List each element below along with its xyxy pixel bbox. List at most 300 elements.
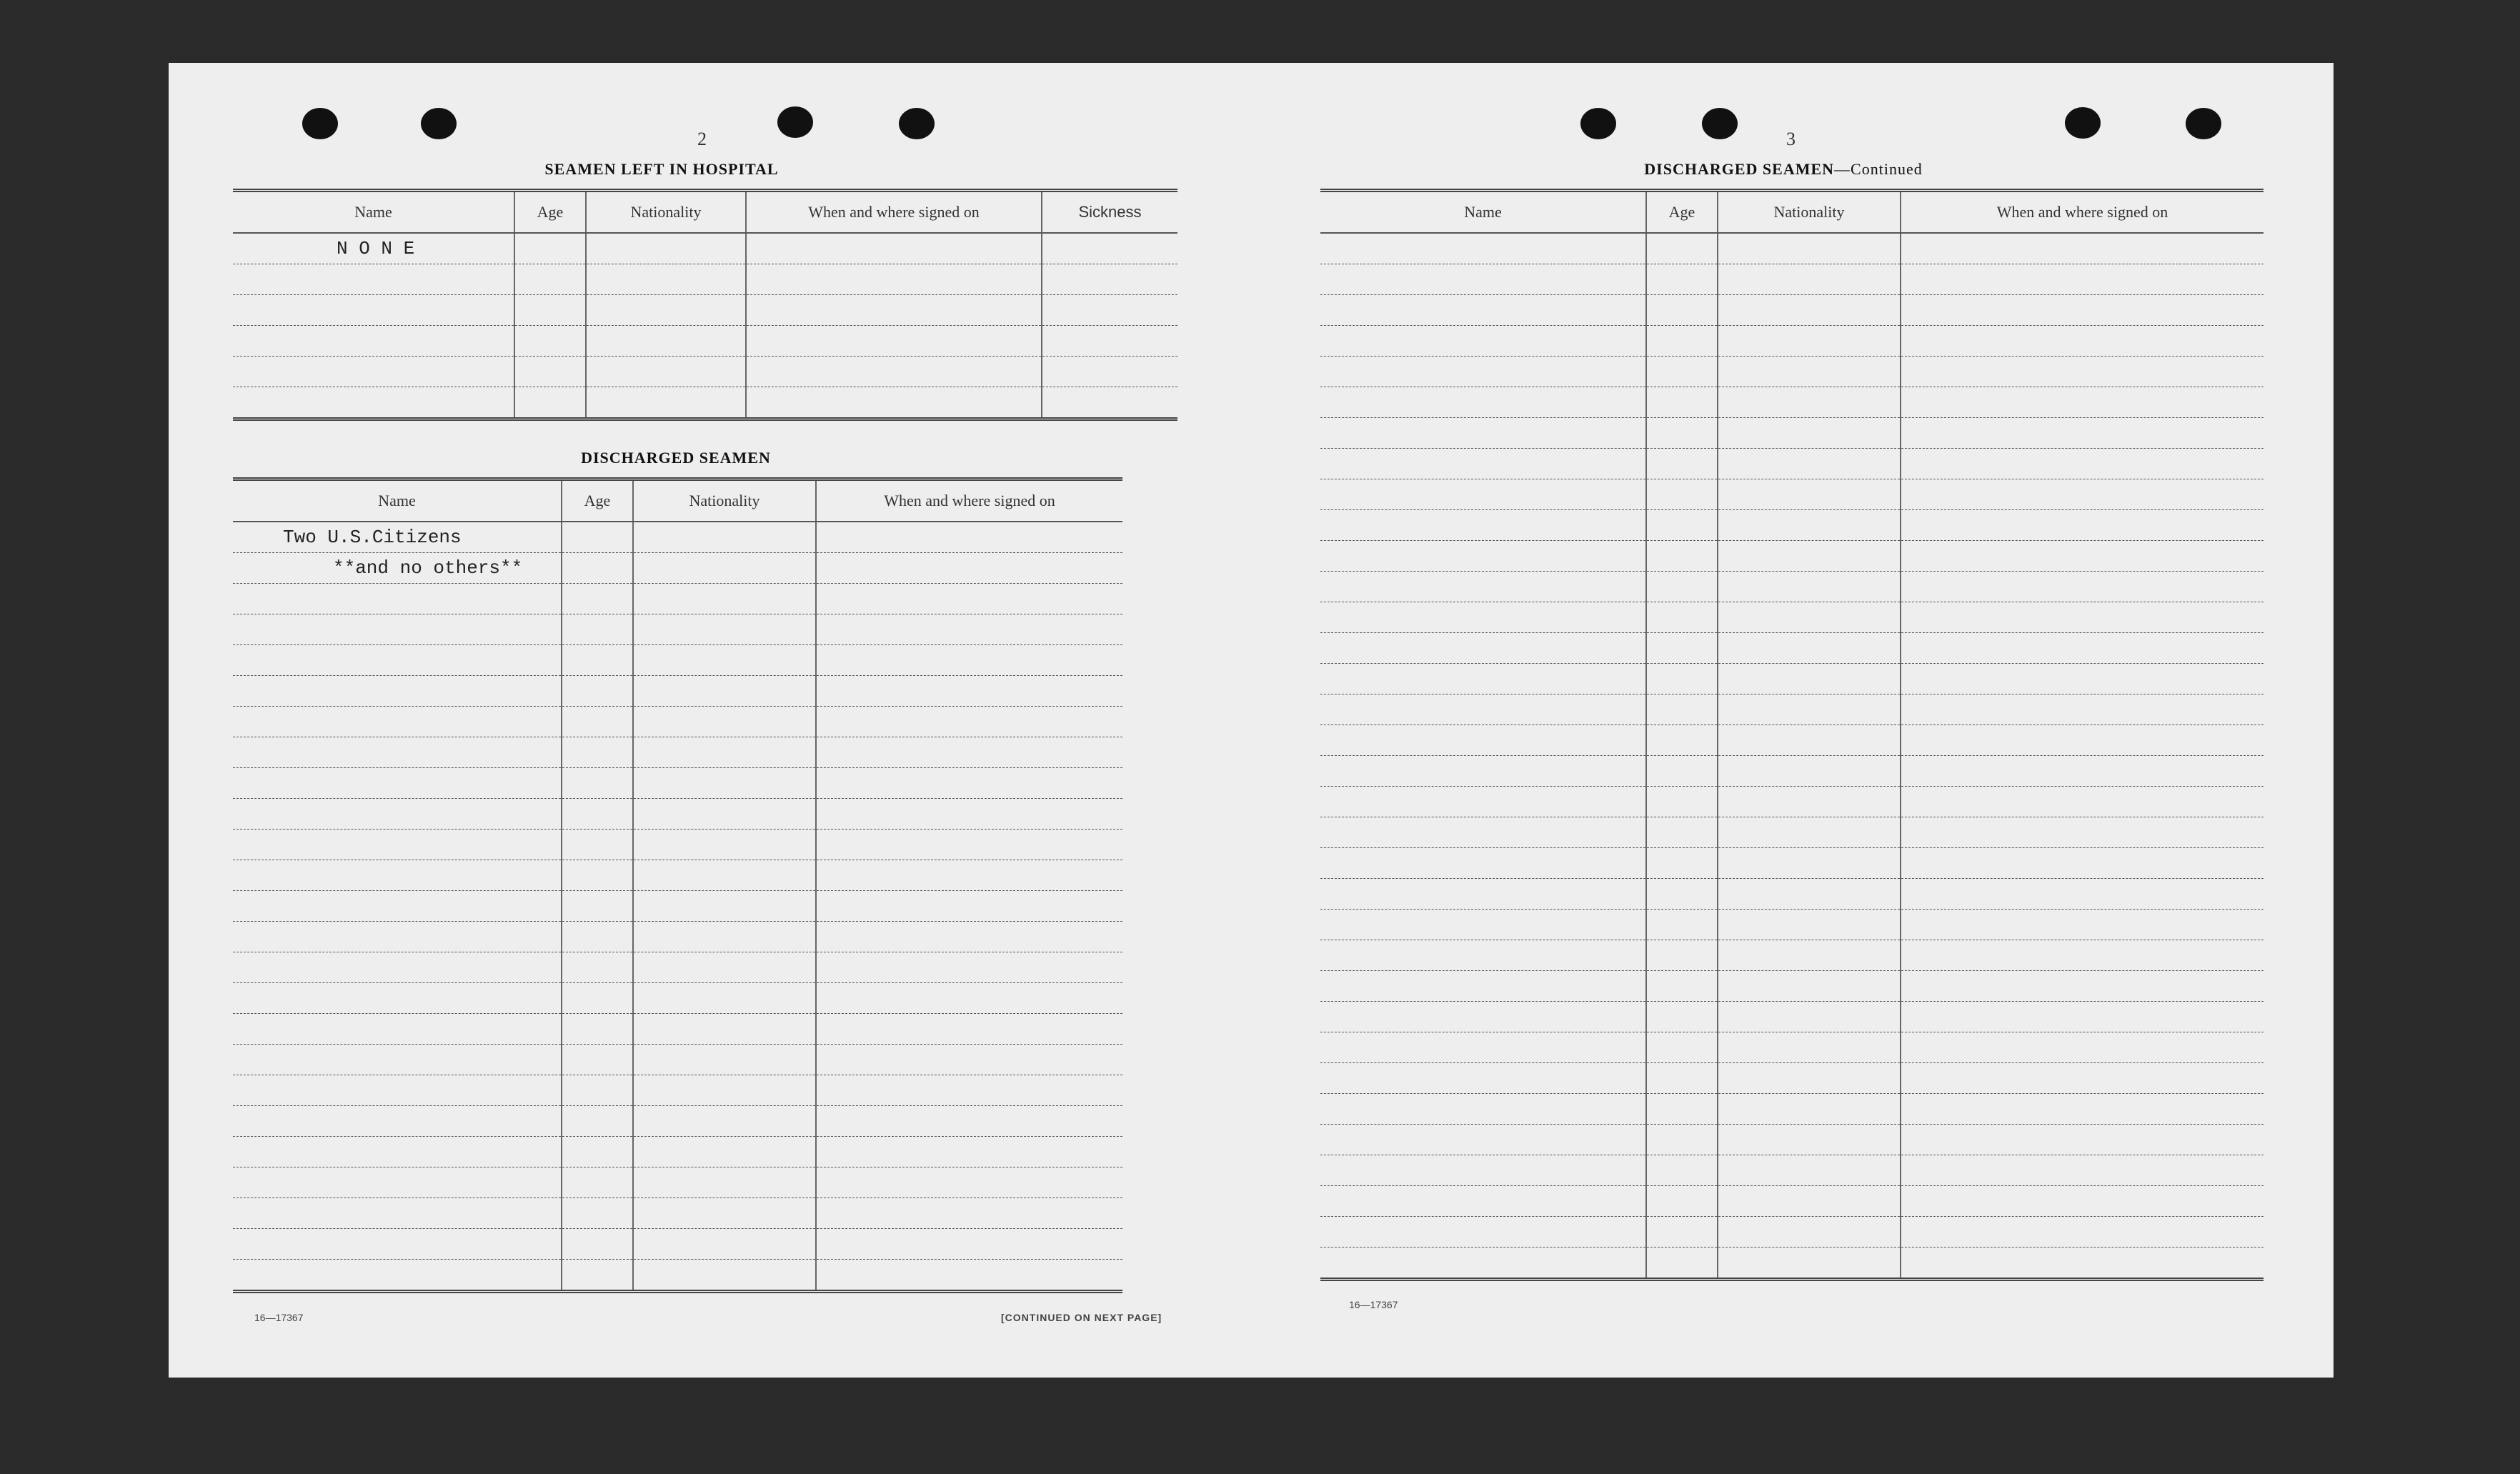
table-cell — [1320, 848, 1646, 879]
table-cell — [233, 1198, 562, 1229]
table-row — [233, 768, 1122, 799]
table-cell — [1320, 694, 1646, 725]
table-cell — [1646, 541, 1718, 572]
discharged-continued-title-main: DISCHARGED SEAMEN — [1644, 160, 1835, 178]
column-header-signed-on: When and where signed on — [1901, 191, 2263, 234]
table-cell — [562, 952, 633, 983]
table-cell — [562, 676, 633, 707]
table-cell — [746, 387, 1042, 419]
column-header-age: Age — [562, 479, 633, 522]
column-header-signed-on: When and where signed on — [816, 479, 1122, 522]
table-row — [1320, 479, 2263, 510]
table-cell — [816, 1260, 1122, 1292]
table-cell — [1042, 264, 1177, 295]
table-cell — [233, 952, 562, 983]
table-cell — [633, 891, 816, 922]
table-cell — [1320, 971, 1646, 1002]
table-cell — [816, 737, 1122, 768]
table-cell — [233, 326, 514, 357]
table-row — [1320, 510, 2263, 541]
table-cell — [233, 387, 514, 419]
table-cell — [816, 1014, 1122, 1045]
table-cell — [1718, 1186, 1901, 1217]
table-cell — [1646, 910, 1718, 940]
punch-hole — [421, 108, 457, 139]
table-cell — [1042, 233, 1177, 264]
table-cell — [633, 553, 816, 584]
punch-hole — [2065, 107, 2101, 139]
table-row — [233, 1260, 1122, 1292]
table-cell — [514, 326, 586, 357]
table-cell — [1320, 664, 1646, 694]
table-cell — [1320, 357, 1646, 387]
table-cell — [514, 264, 586, 295]
table-cell — [1901, 1248, 2263, 1280]
table-cell — [1901, 633, 2263, 664]
table-cell — [1901, 479, 2263, 510]
table-cell — [233, 1229, 562, 1260]
column-header-name: Name — [233, 479, 562, 522]
table-cell — [1718, 879, 1901, 910]
table-row — [233, 676, 1122, 707]
table-row — [1320, 971, 2263, 1002]
table-row — [1320, 326, 2263, 357]
table-row — [1320, 449, 2263, 479]
table-cell — [1646, 1094, 1718, 1125]
table-row — [1320, 1186, 2263, 1217]
table-cell — [1320, 756, 1646, 787]
table-cell — [633, 584, 816, 614]
continued-suffix: —Continued — [1834, 160, 1923, 178]
table-row — [1320, 787, 2263, 817]
table-cell — [1042, 295, 1177, 326]
table-cell — [233, 1045, 562, 1075]
table-cell — [1646, 1217, 1718, 1248]
table-cell — [562, 1198, 633, 1229]
table-row — [233, 645, 1122, 676]
table-cell — [233, 645, 562, 676]
table-cell — [633, 1260, 816, 1292]
table-row — [233, 1106, 1122, 1137]
table-cell — [1320, 940, 1646, 971]
table-cell — [233, 891, 562, 922]
table-cell — [816, 922, 1122, 952]
table-cell — [1646, 1155, 1718, 1186]
table-cell — [514, 357, 586, 387]
table-cell — [562, 737, 633, 768]
form-number-left: 16—17367 — [254, 1312, 304, 1323]
table-cell — [1718, 848, 1901, 879]
table-cell — [1901, 940, 2263, 971]
table-cell — [1901, 264, 2263, 295]
table-cell — [562, 830, 633, 860]
table-cell — [1646, 572, 1718, 602]
table-cell — [1718, 602, 1901, 633]
table-cell — [1718, 326, 1901, 357]
table-cell — [1901, 848, 2263, 879]
table-cell — [233, 983, 562, 1014]
table-cell — [1646, 725, 1718, 756]
table-cell — [1901, 1186, 2263, 1217]
table-cell — [233, 707, 562, 737]
table-row — [1320, 1063, 2263, 1094]
table-cell — [1320, 1186, 1646, 1217]
table-cell — [633, 1137, 816, 1167]
table-cell — [562, 922, 633, 952]
hospital-table — [233, 189, 1177, 421]
table-cell — [1718, 387, 1901, 418]
table-cell — [1320, 602, 1646, 633]
table-cell — [586, 233, 746, 264]
table-cell-name: **and no others** — [233, 553, 562, 584]
table-cell — [1901, 910, 2263, 940]
table-cell — [1718, 756, 1901, 787]
table-cell — [1901, 787, 2263, 817]
table-cell — [562, 860, 633, 891]
column-header-nationality: Nationality — [633, 479, 816, 522]
table-cell — [633, 1229, 816, 1260]
table-cell — [1718, 1094, 1901, 1125]
table-row — [1320, 879, 2263, 910]
table-row — [1320, 633, 2263, 664]
table-cell — [816, 1229, 1122, 1260]
table-cell — [1646, 602, 1718, 633]
table-row — [1320, 572, 2263, 602]
table-row — [1320, 1125, 2263, 1155]
table-cell — [1718, 1217, 1901, 1248]
punch-hole — [2186, 108, 2221, 139]
table-cell — [1718, 449, 1901, 479]
continued-note: [CONTINUED ON NEXT PAGE] — [1001, 1312, 1162, 1323]
table-row — [233, 707, 1122, 737]
punch-hole — [777, 106, 813, 138]
table-row — [1320, 357, 2263, 387]
table-cell — [562, 1045, 633, 1075]
table-cell — [1320, 1217, 1646, 1248]
table-cell — [1646, 1002, 1718, 1032]
column-header-nationality: Nationality — [586, 191, 746, 234]
punch-hole — [1580, 108, 1616, 139]
table-cell — [633, 737, 816, 768]
table-cell — [586, 387, 746, 419]
table-row — [233, 830, 1122, 860]
table-cell — [816, 1167, 1122, 1198]
table-cell — [1320, 817, 1646, 848]
table-cell — [1320, 541, 1646, 572]
table-cell — [1901, 817, 2263, 848]
table-row — [233, 1014, 1122, 1045]
table-cell — [1901, 725, 2263, 756]
table-cell — [1042, 357, 1177, 387]
table-cell — [746, 357, 1042, 387]
table-row — [1320, 664, 2263, 694]
table-cell — [562, 1137, 633, 1167]
table-cell — [562, 768, 633, 799]
table-cell — [1320, 1125, 1646, 1155]
table-cell — [1646, 449, 1718, 479]
table-cell — [746, 264, 1042, 295]
table-cell — [1646, 1032, 1718, 1063]
table-row — [1320, 725, 2263, 756]
table-cell — [1901, 1094, 2263, 1125]
table-cell — [1646, 1125, 1718, 1155]
table-row — [1320, 1094, 2263, 1125]
table-row — [233, 952, 1122, 983]
table-cell — [1646, 418, 1718, 449]
table-cell — [633, 983, 816, 1014]
table-cell — [1718, 572, 1901, 602]
table-cell — [1901, 233, 2263, 264]
table-cell — [1901, 326, 2263, 357]
table-cell — [562, 645, 633, 676]
column-header-signed-on: When and where signed on — [746, 191, 1042, 234]
punch-hole — [1702, 108, 1738, 139]
table-cell — [562, 1260, 633, 1292]
table-cell — [1646, 694, 1718, 725]
table-cell — [233, 768, 562, 799]
table-cell — [816, 860, 1122, 891]
table-cell — [1042, 387, 1177, 419]
table-cell — [1646, 357, 1718, 387]
discharged-continued-title — [1583, 160, 1983, 179]
table-cell — [1901, 510, 2263, 541]
table-cell — [1320, 326, 1646, 357]
table-cell — [1320, 1002, 1646, 1032]
table-cell — [816, 614, 1122, 645]
table-row — [1320, 233, 2263, 264]
table-cell — [816, 707, 1122, 737]
table-cell — [233, 1014, 562, 1045]
discharged-section-title: DISCHARGED SEAMEN — [581, 449, 771, 467]
table-cell — [233, 830, 562, 860]
table-cell — [562, 1167, 633, 1198]
form-number-right: 16—17367 — [1349, 1299, 1398, 1310]
table-cell — [233, 264, 514, 295]
table-cell — [1718, 971, 1901, 1002]
table-cell — [1646, 233, 1718, 264]
table-cell — [1718, 1155, 1901, 1186]
table-cell — [633, 1106, 816, 1137]
table-cell — [586, 357, 746, 387]
table-cell — [233, 584, 562, 614]
table-cell — [1901, 756, 2263, 787]
table-cell — [1901, 1155, 2263, 1186]
table-cell — [1646, 848, 1718, 879]
table-cell — [633, 1045, 816, 1075]
table-cell — [233, 676, 562, 707]
table-cell — [1646, 510, 1718, 541]
table-cell — [1646, 387, 1718, 418]
column-header-nationality: Nationality — [1718, 191, 1901, 234]
table-cell — [816, 1198, 1122, 1229]
table-cell — [1718, 541, 1901, 572]
table-cell — [633, 952, 816, 983]
table-cell — [633, 830, 816, 860]
table-cell — [1901, 971, 2263, 1002]
table-cell — [633, 922, 816, 952]
table-cell — [1901, 418, 2263, 449]
table-row — [233, 737, 1122, 768]
table-cell — [1320, 449, 1646, 479]
table-row — [1320, 848, 2263, 879]
table-cell — [633, 1014, 816, 1045]
table-cell — [233, 614, 562, 645]
table-cell — [1320, 1155, 1646, 1186]
table-row — [1320, 1217, 2263, 1248]
table-row — [1320, 817, 2263, 848]
table-cell — [633, 645, 816, 676]
table-cell — [1901, 387, 2263, 418]
table-row — [1320, 541, 2263, 572]
table-cell — [1320, 510, 1646, 541]
table-cell — [1718, 1032, 1901, 1063]
table-cell — [1646, 264, 1718, 295]
discharged-continued-table — [1320, 189, 2263, 1281]
table-cell — [562, 1014, 633, 1045]
table-cell — [562, 1075, 633, 1106]
table-cell — [233, 922, 562, 952]
table-cell — [1901, 1002, 2263, 1032]
table-cell — [633, 522, 816, 553]
column-header-name: Name — [1320, 191, 1646, 234]
table-cell — [233, 357, 514, 387]
table-cell — [633, 860, 816, 891]
table-cell — [816, 553, 1122, 584]
table-cell — [233, 1167, 562, 1198]
hospital-section-title: SEAMEN LEFT IN HOSPITAL — [544, 160, 779, 178]
table-cell — [514, 295, 586, 326]
column-header-age: Age — [1646, 191, 1718, 234]
table-cell — [633, 1075, 816, 1106]
table-cell — [816, 830, 1122, 860]
table-cell — [1901, 357, 2263, 387]
table-cell — [1646, 326, 1718, 357]
table-cell — [633, 614, 816, 645]
discharged-table — [233, 477, 1122, 1293]
table-cell — [1718, 1125, 1901, 1155]
ledger-sheet — [169, 63, 2334, 1378]
table-cell — [1718, 295, 1901, 326]
table-cell — [1901, 879, 2263, 910]
column-header-name: Name — [233, 191, 514, 234]
table-cell — [633, 799, 816, 830]
table-cell — [816, 799, 1122, 830]
table-cell — [1646, 787, 1718, 817]
table-cell — [1320, 479, 1646, 510]
column-header-age: Age — [514, 191, 586, 234]
table-row — [1320, 418, 2263, 449]
table-cell — [514, 233, 586, 264]
table-cell — [1901, 664, 2263, 694]
table-cell — [1718, 910, 1901, 940]
table-cell — [1646, 940, 1718, 971]
table-row — [1320, 756, 2263, 787]
table-cell — [1042, 326, 1177, 357]
table-cell — [562, 522, 633, 553]
table-row — [1320, 1032, 2263, 1063]
table-cell — [1646, 1248, 1718, 1280]
table-cell — [1718, 1248, 1901, 1280]
table-cell — [1646, 295, 1718, 326]
table-cell — [562, 891, 633, 922]
table-cell — [1646, 664, 1718, 694]
table-cell — [633, 676, 816, 707]
table-cell — [1901, 295, 2263, 326]
table-cell — [1718, 418, 1901, 449]
table-cell — [1320, 264, 1646, 295]
table-row — [1320, 295, 2263, 326]
table-cell — [816, 891, 1122, 922]
table-cell — [562, 707, 633, 737]
table-cell — [1320, 1032, 1646, 1063]
table-cell — [562, 799, 633, 830]
table-cell — [1320, 233, 1646, 264]
table-cell — [1646, 1063, 1718, 1094]
table-cell — [816, 1106, 1122, 1137]
table-row — [1320, 1155, 2263, 1186]
table-cell — [562, 983, 633, 1014]
table-row — [233, 584, 1122, 614]
table-cell — [562, 1106, 633, 1137]
table-cell — [1320, 879, 1646, 910]
table-cell — [633, 1198, 816, 1229]
table-cell — [1718, 817, 1901, 848]
table-row — [1320, 264, 2263, 295]
table-cell — [1320, 633, 1646, 664]
page-number-left: 2 — [697, 129, 707, 149]
table-cell — [1901, 449, 2263, 479]
table-cell — [1320, 1094, 1646, 1125]
table-cell — [1718, 633, 1901, 664]
table-cell — [816, 952, 1122, 983]
table-row — [1320, 602, 2263, 633]
table-cell — [562, 614, 633, 645]
table-cell — [1646, 1186, 1718, 1217]
column-header-sickness: Sickness — [1042, 191, 1177, 234]
table-cell — [233, 1106, 562, 1137]
table-cell — [1320, 725, 1646, 756]
table-cell — [1718, 233, 1901, 264]
table-cell — [586, 326, 746, 357]
table-cell — [233, 737, 562, 768]
table-cell — [1320, 1248, 1646, 1280]
table-cell — [1901, 1063, 2263, 1094]
table-cell — [746, 233, 1042, 264]
table-cell — [1646, 756, 1718, 787]
table-cell — [1646, 971, 1718, 1002]
table-row — [233, 799, 1122, 830]
page-number-right: 3 — [1786, 129, 1796, 149]
table-cell — [1718, 787, 1901, 817]
table-row — [1320, 694, 2263, 725]
punch-hole — [302, 108, 338, 139]
table-row — [233, 1137, 1122, 1167]
table-row — [233, 983, 1122, 1014]
table-cell-name: Two U.S.Citizens — [233, 522, 562, 553]
table-cell — [586, 264, 746, 295]
table-cell — [816, 522, 1122, 553]
table-cell — [1718, 694, 1901, 725]
table-cell — [816, 983, 1122, 1014]
table-cell — [586, 295, 746, 326]
table-cell — [816, 1075, 1122, 1106]
table-row — [1320, 1248, 2263, 1280]
table-cell — [1901, 1032, 2263, 1063]
table-cell — [1718, 510, 1901, 541]
table-cell — [233, 1137, 562, 1167]
table-cell — [233, 799, 562, 830]
table-cell — [1718, 664, 1901, 694]
